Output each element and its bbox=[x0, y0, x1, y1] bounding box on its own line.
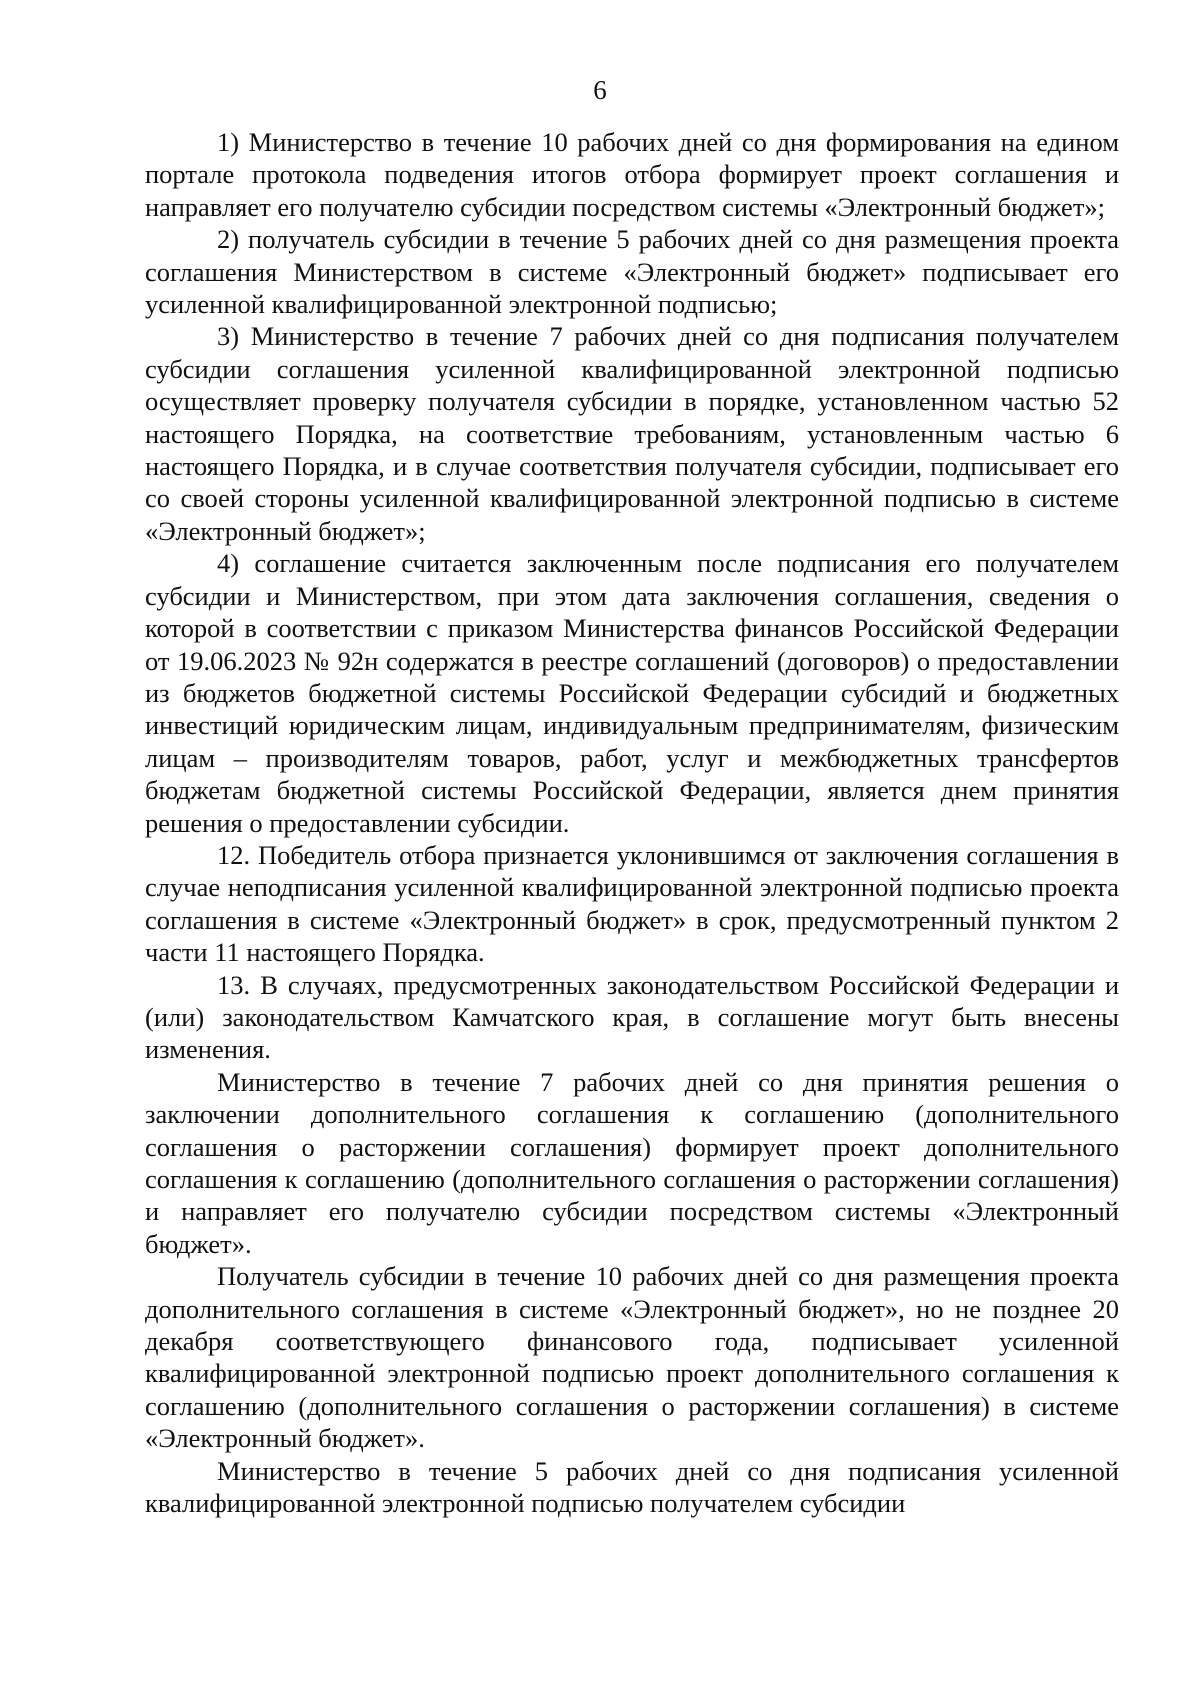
page-number: 6 bbox=[593, 75, 607, 105]
document-body bbox=[145, 126, 1119, 1519]
paragraph-ministry-amendment: Министерство в течение 7 рабочих дней со дня принятия решения о заключении дополнительного соглашения к соглашению (дополнительного соглашения о расторжении соглашения) формирует проект дополнительного соглашения к соглашению (дополнительного соглашения о расторжении соглашения) и направляет его получателю субсидии посредством системы «Электронный бюджет». bbox=[145, 1066, 1119, 1259]
paragraph-item-3: 3) Министерство в течение 7 рабочих дней со дня подписания получателем субсидии соглашения усиленной квалифицированной электронной подписью осуществляет проверку получателя субсидии в порядке, установленном частью 52 настоящего Порядка, на соответствие требованиям, установленным частью 6 настоящего Порядка, и в случае соответствия получателя субсидии, подписывает его со своей стороны усиленной квалифицированной электронной подписью в системе «Электронный бюджет»; bbox=[145, 321, 1119, 546]
paragraph-section-13: 13. В случаях, предусмотренных законодательством Российской Федерации и (или) законодательством Камчатского края, в соглашение могут быть внесены изменения. bbox=[145, 969, 1119, 1065]
paragraph-item-4: 4) соглашение считается заключенным после подписания его получателем субсидии и Министерством, при этом дата заключения соглашения, сведения о которой в соответствии с приказом Министерства финансов Российской Федерации от 19.06.2023 № 92н содержатся в реестре соглашений (договоров) о предоставлении из бюджетов бюджетной системы Российской Федерации субсидий и бюджетных инвестиций юридическим лицам, индивидуальным предпринимателям, физическим лицам – производителям товаров, работ, услуг и межбюджетных трансфертов бюджетам бюджетной системы Российской Федерации, является днем принятия решения о предоставлении субсидии. bbox=[145, 548, 1119, 838]
paragraph-recipient-signing: Получатель субсидии в течение 10 рабочих дней со дня размещения проекта дополнительного соглашения в системе «Электронный бюджет», но не позднее 20 декабря соответствующего финансового года, подписывает усиленной квалифицированной электронной подписью проект дополнительного соглашения к соглашению (дополнительного соглашения о расторжении соглашения) в системе «Электронный бюджет». bbox=[145, 1261, 1119, 1454]
paragraph-section-12: 12. Победитель отбора признается уклонившимся от заключения соглашения в случае неподписания усиленной квалифицированной электронной подписью проекта соглашения в системе «Электронный бюджет» в срок, предусмотренный пунктом 2 части 11 настоящего Порядка. bbox=[145, 839, 1119, 968]
paragraph-item-1: 1) Министерство в течение 10 рабочих дней со дня формирования на едином портале протокола подведения итогов отбора формирует проект соглашения и направляет его получателю субсидии посредством системы «Электронный бюджет»; bbox=[145, 127, 1119, 222]
paragraph-item-2: 2) получатель субсидии в течение 5 рабочих дней со дня размещения проекта соглашения Министерством в системе «Электронный бюджет» подписывает его усиленной квалифицированной электронной подписью; bbox=[145, 224, 1119, 320]
paragraph-ministry-signing: Министерство в течение 5 рабочих дней со дня подписания усиленной квалифицированной электронной подписью получателем субсидии bbox=[145, 1455, 1119, 1519]
